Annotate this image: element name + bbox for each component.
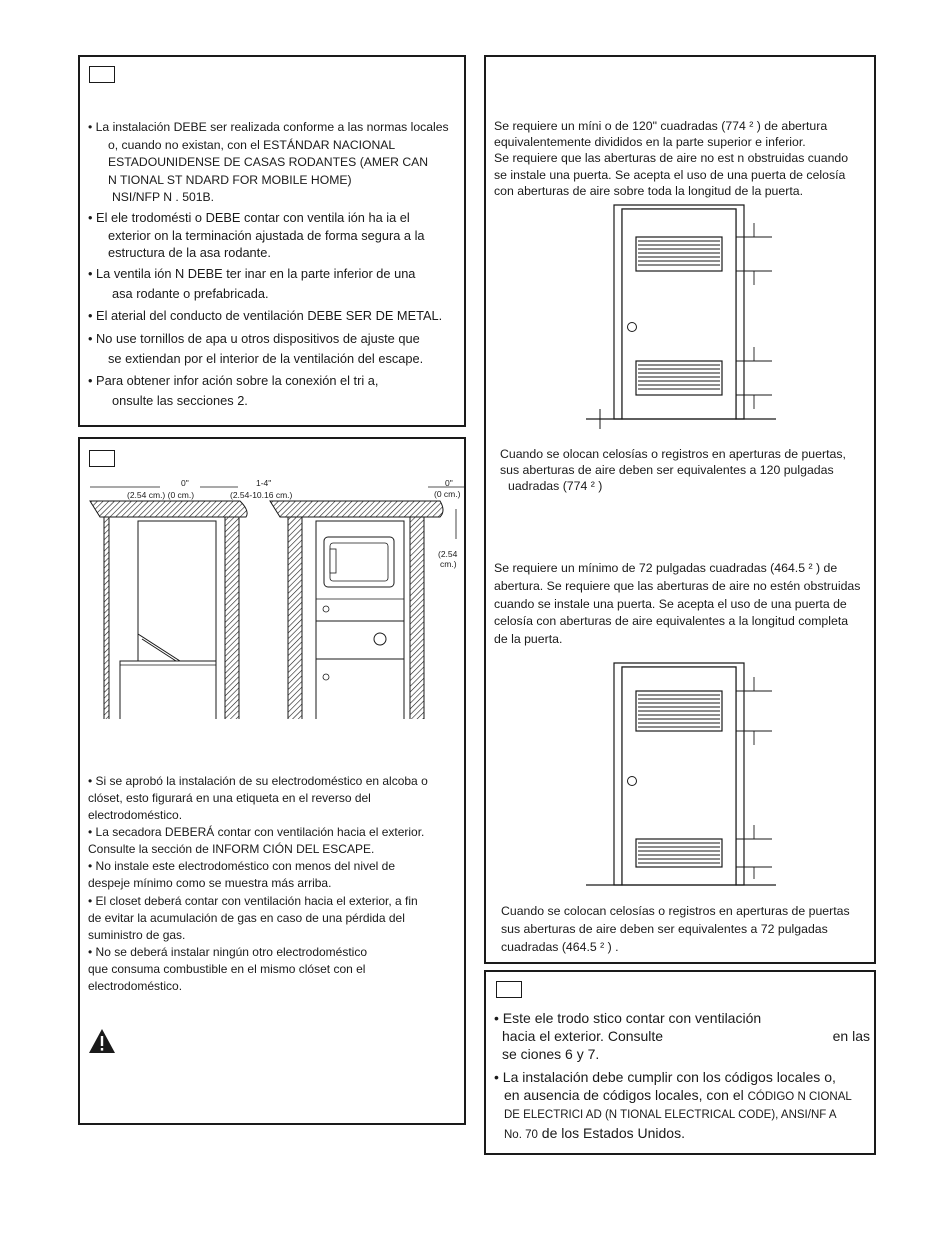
warning-triangle-icon	[87, 1027, 117, 1055]
dim-label: cm.)	[440, 559, 457, 569]
list-item: • La ventila ión N DEBE ter inar en la parte inferior de una asa rodante o prefabricada.	[88, 266, 416, 301]
list-item: • Para obtener infor ación sobre la conexión el tri a, onsulte las secciones 2.	[88, 373, 379, 408]
closet-installation-box	[78, 437, 466, 1125]
list-item: • La instalación debe cumplir con los códigos locales o, en ausencia de códigos locales, con el CÓDIGO N CIONAL DE ELECTRICI AD (N TIONAL ELECTRICAL CODE), ANSI/NF A No. 70 de los Estados Unidos.	[494, 1069, 852, 1141]
list-item: • El aterial del conducto de ventilación DEBE SER DE METAL.	[88, 308, 443, 323]
checkbox-icon	[89, 66, 115, 83]
dim-label: 0"	[181, 478, 189, 488]
list-item: • No use tornillos de apa u otros dispositivos de ajuste que se extiendan por el interior de la ventilación del escape.	[88, 331, 424, 366]
list-item: • El closet deberá contar con ventilación hacia el exterior, a fin de evitar la acumulación de gas en caso de una pérdida del suministro de gas.	[88, 894, 418, 942]
paragraph: Se requiere un míni o de 120" cuadradas (774 ² ) de abertura equivalentemente divididos en la parte superior e inferior. Se requiere que las aberturas de aire no est n obstruidas cuando se instale una puerta. Se acepta el uso de una puerta de celosía con aberturas de aire sobre toda la longitud de la puerta.	[494, 119, 849, 198]
list-item: • La secadora DEBERÁ contar con ventilación hacia el exterior. Consulte la sección de INFORM CIÓN DEL ESCAPE.	[88, 825, 425, 856]
paragraph: Se requiere un mínimo de 72 pulgadas cuadradas (464.5 ² ) de abertura. Se requiere que las aberturas de aire no estén obstruidas cuando se instale una puerta. Se acepta el uso de una puerta de celosía con aberturas de aire equivalentes a la longitud completa de la puerta.	[494, 561, 861, 647]
paragraph: Cuando se olocan celosías o registros en aperturas de puertas, sus aberturas de aire deben ser equivalentes a 120 pulgadas uadradas (774 ² )	[500, 447, 846, 494]
dim-label: 0"	[445, 478, 453, 488]
paragraph: Cuando se colocan celosías o registros en aperturas de puertas sus aberturas de aire deben ser equivalentes a 72 pulgadas cuadradas (464.5 ² ) .	[501, 904, 850, 954]
list-item: • El ele trodomésti o DEBE contar con ventila ión ha ia el exterior on la terminación ajustada de forma segura a la estructura de la asa rodante.	[88, 210, 425, 260]
dim-label: 1-4"	[256, 478, 272, 488]
dim-label: (2.54 cm.) (0 cm.)	[127, 490, 195, 500]
checkbox-icon	[496, 981, 522, 998]
louvered-door-diagram	[586, 657, 786, 897]
electrical-box	[484, 970, 876, 1155]
louvered-door-diagram	[586, 199, 786, 439]
list-item: • Este ele trodo stico contar con ventilación hacia el exterior. Consulte en las se ciones 6 y 7.	[494, 1010, 870, 1062]
list-item: • Si se aprobó la instalación de su electrodoméstico en alcoba o clóset, esto figurará en una etiqueta en el reverso del electrodoméstico.	[88, 774, 428, 822]
list-item: • La instalación DEBE ser realizada conforme a las normas locales o, cuando no existan, con el ESTÁNDAR NACIONAL ESTADOUNIDENSE DE CASAS RODANTES (AMER CAN N TIONAL ST NDARD FOR MOBILE HOME) NSI/NFP N . 501B.	[88, 120, 449, 204]
door-ventilation-box	[484, 55, 876, 964]
dim-label: (0 cm.)	[434, 489, 461, 499]
list-item: • No instale este electrodoméstico con menos del nivel de despeje mínimo como se muestra más arriba.	[88, 859, 396, 890]
closet-clearance-diagram	[80, 439, 464, 719]
mobile-home-box	[78, 55, 466, 427]
dim-label: (2.54	[438, 549, 458, 559]
dim-label: (2.54-10.16 cm.)	[230, 490, 293, 500]
list-item: • No se deberá instalar ningún otro electrodoméstico que consuma combustible en el mismo clóset con el electrodoméstico.	[88, 945, 368, 993]
